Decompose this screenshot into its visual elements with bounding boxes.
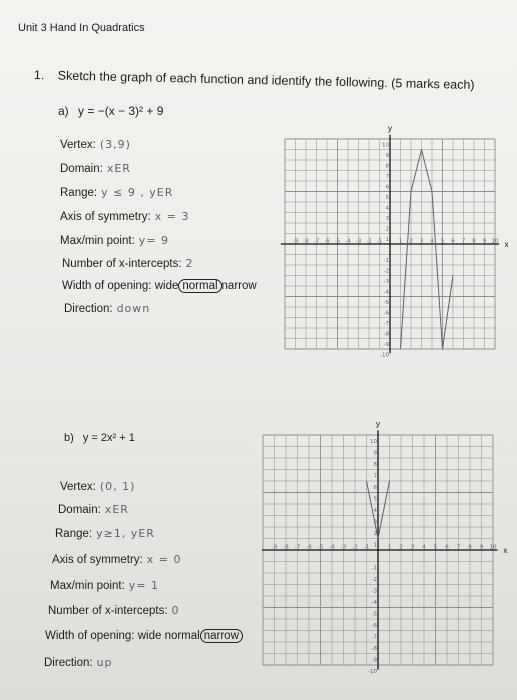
x-tick-label: -2 (352, 544, 358, 551)
x-tick-label: 7 (461, 238, 466, 245)
y-axis-label: y (388, 123, 392, 133)
range-label: Range: (55, 528, 93, 540)
x-tick-label: 2 (399, 544, 403, 551)
width-option-circled: narrow (200, 629, 243, 643)
direction-answer: up (96, 656, 113, 669)
domain-answer: xER (104, 503, 129, 516)
x-tick-label: 9 (479, 544, 484, 551)
width-option-post: narrow (221, 280, 257, 292)
part-a-xint (62, 257, 194, 270)
direction-answer: down (116, 302, 151, 315)
y-tick-label: 6 (373, 485, 377, 492)
x-tick-label: -4 (329, 544, 335, 551)
x-tick-label: -9 (292, 238, 299, 245)
y-tick-label: -5 (383, 299, 389, 306)
range-label: Range: (60, 187, 98, 199)
y-tick-label: -4 (371, 600, 377, 607)
xint-answer: 2 (185, 257, 194, 270)
x-tick-label: -8 (283, 544, 289, 551)
part-a-range (60, 186, 173, 199)
width-label: Width of opening: (45, 630, 135, 642)
part-b-domain (58, 503, 129, 516)
x-tick-label: -2 (366, 238, 372, 245)
x-tick-label: -8 (303, 238, 309, 245)
x-tick-label: 10 (489, 544, 497, 551)
graph-b (262, 420, 512, 695)
part-b-vertex (60, 480, 135, 493)
axis-label: Axis of symmetry: (60, 211, 151, 223)
x-tick-label: 6 (451, 238, 455, 245)
direction-label: Direction: (64, 303, 113, 315)
width-label: Width of opening: (62, 280, 152, 292)
part-a-header (58, 104, 163, 118)
width-option-pre: wide (154, 280, 179, 292)
maxmin-answer: y= 1 (128, 579, 160, 592)
y-tick-label: -7 (383, 320, 389, 327)
y-axis-label: y (376, 420, 380, 429)
question-number: 1. (33, 68, 45, 83)
x-tick-label: 3 (410, 544, 415, 551)
y-tick-label: 2 (373, 531, 377, 538)
y-tick-label: -2 (383, 268, 389, 275)
part-b-direction (44, 656, 113, 669)
part-b-header (64, 432, 135, 444)
y-tick-label: -3 (371, 588, 377, 595)
x-axis-label: x (504, 240, 509, 249)
y-tick-label: 9 (385, 152, 389, 159)
y-tick-label: -1 (383, 257, 389, 264)
part-a-width (62, 280, 257, 292)
part-a-maxmin (60, 234, 169, 247)
y-tick-label: -1 (371, 565, 377, 572)
y-tick-label: 5 (373, 496, 377, 503)
x-tick-label: 7 (456, 544, 461, 551)
part-a-label: a) (58, 104, 69, 118)
x-tick-label: 6 (445, 544, 449, 551)
x-tick-label: 8 (472, 238, 476, 245)
x-tick-label: -1 (363, 544, 370, 551)
maxmin-answer: y= 9 (138, 234, 170, 247)
y-tick-label: 1 (385, 236, 389, 243)
part-b-range (55, 527, 155, 540)
x-tick-label: -4 (345, 238, 351, 245)
x-tick-label: 1 (398, 238, 403, 245)
axis-label: Axis of symmetry: (52, 554, 143, 566)
question-text: Sketch the graph of each function and identify the following. (5 marks each) (57, 68, 475, 92)
y-tick-label: 7 (385, 173, 389, 180)
y-tick-label: -10 (380, 352, 389, 359)
x-tick-label: -7 (294, 544, 301, 551)
y-tick-label: -10 (368, 669, 377, 676)
part-a-axis (60, 210, 189, 223)
y-tick-label: 3 (373, 519, 377, 526)
x-tick-label: 3 (419, 238, 424, 245)
y-tick-label: 4 (385, 205, 389, 212)
domain-label: Domain: (58, 504, 101, 516)
x-tick-label: 2 (409, 238, 413, 245)
y-tick-label: -2 (371, 577, 377, 584)
x-tick-label: -9 (271, 544, 278, 551)
part-a-direction (64, 302, 150, 315)
x-tick-label: 4 (430, 238, 434, 245)
vertex-answer: (0, 1) (99, 480, 136, 493)
x-tick-label: -3 (340, 544, 347, 551)
vertex-answer: (3,9) (99, 138, 131, 151)
y-tick-label: -8 (371, 646, 377, 653)
width-option-circled: normal (178, 279, 221, 293)
y-tick-label: 9 (373, 450, 377, 457)
vertex-label: Vertex: (60, 481, 96, 493)
y-tick-label: 10 (382, 142, 389, 149)
direction-label: Direction: (44, 657, 93, 669)
maxmin-label: Max/min point: (50, 580, 125, 592)
axis-answer: x = 0 (146, 553, 182, 566)
question-1 (34, 68, 475, 92)
part-b-width (45, 630, 243, 642)
x-tick-label: -6 (324, 238, 330, 245)
part-a-equation: y = −(x − 3)² + 9 (78, 104, 164, 118)
x-tick-label: -6 (306, 544, 312, 551)
x-tick-label: 10 (491, 238, 499, 245)
parabola-sketch (398, 150, 454, 350)
y-tick-label: 5 (385, 194, 389, 201)
part-b-label: b) (64, 432, 74, 444)
y-tick-label: 7 (373, 473, 377, 480)
y-tick-label: -3 (383, 278, 389, 285)
x-tick-label: -7 (313, 238, 320, 245)
y-tick-label: 10 (370, 439, 377, 446)
y-tick-label: -7 (371, 634, 377, 641)
page-title: Unit 3 Hand In Quadratics (18, 22, 145, 34)
x-tick-label: 5 (440, 238, 445, 245)
x-tick-label: -5 (317, 544, 324, 551)
y-tick-label: 3 (385, 215, 389, 222)
maxmin-label: Max/min point: (60, 235, 135, 247)
x-tick-label: 5 (433, 544, 438, 551)
x-axis-label: x (503, 546, 508, 555)
xint-label: Number of x-intercepts: (48, 605, 168, 617)
y-tick-label: -6 (383, 310, 389, 317)
y-tick-label: 4 (373, 508, 377, 515)
part-b-maxmin (50, 579, 159, 592)
x-tick-label: 8 (468, 544, 472, 551)
y-tick-label: 8 (385, 163, 389, 170)
y-tick-label: -8 (383, 331, 389, 338)
xint-answer: 0 (171, 604, 180, 617)
range-answer: y ≤ 9 , yER (101, 186, 174, 199)
x-tick-label: -5 (334, 238, 341, 245)
y-tick-label: 8 (373, 462, 377, 469)
graph-a (278, 122, 514, 362)
axis-answer: x = 3 (154, 210, 190, 223)
y-tick-label: 1 (373, 542, 377, 549)
range-answer: y≥1, yER (96, 527, 155, 540)
domain-answer: xER (106, 162, 131, 175)
xint-label: Number of x-intercepts: (62, 258, 182, 270)
y-tick-label: 2 (385, 226, 389, 233)
part-b-xint (48, 604, 180, 617)
x-tick-label: 9 (482, 238, 487, 245)
part-a-domain (60, 162, 131, 175)
x-tick-label: -3 (355, 238, 362, 245)
width-option-pre: wide normal (137, 630, 200, 642)
part-b-equation: y = 2x² + 1 (82, 432, 135, 444)
y-tick-label: -4 (383, 289, 389, 296)
domain-label: Domain: (60, 163, 103, 175)
part-b-axis (52, 553, 181, 566)
y-tick-label: -5 (371, 611, 377, 618)
y-tick-label: -9 (383, 341, 389, 348)
y-tick-label: -9 (371, 657, 377, 664)
vertex-label: Vertex: (60, 139, 96, 151)
y-tick-label: -6 (371, 623, 377, 630)
part-a-vertex (60, 138, 131, 151)
y-tick-label: 6 (385, 184, 389, 191)
x-tick-label: 1 (387, 544, 392, 551)
x-tick-label: 4 (422, 544, 426, 551)
x-tick-label: -1 (376, 238, 383, 245)
